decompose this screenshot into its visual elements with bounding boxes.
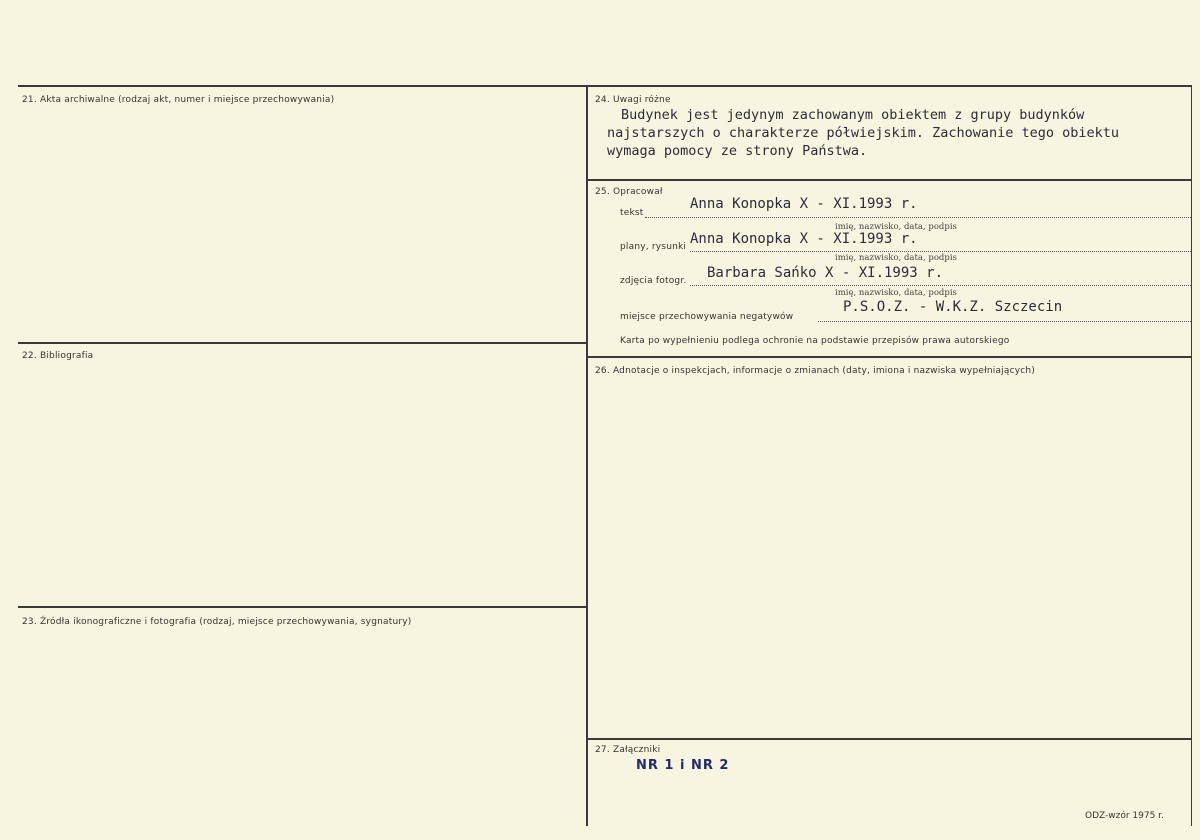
form-footer: ODZ-wzór 1975 r. (1085, 811, 1164, 821)
remarks-line-2: najstarszych o charakterze półwiejskim. Zachowanie tego obiektu (607, 125, 1120, 141)
right-border-line (1191, 86, 1192, 826)
divider-25-26 (588, 356, 1191, 358)
miejsce-dotted-line (818, 321, 1191, 322)
remarks-text (607, 106, 1192, 160)
top-border-line (18, 85, 1192, 87)
section-25-label: 25. Opracował (595, 187, 663, 197)
plany-label: plany, rysunki (620, 242, 687, 252)
remarks-line-1: Budynek jest jedynym zachowanym obiektem z grupy budynków (621, 107, 1085, 123)
tekst-label: tekst (620, 208, 644, 218)
section-23-label: 23. Źródła ikonograficzne i fotografia (rodzaj, miejsce przechowywania, sygnatury) (22, 617, 412, 627)
section-26-label: 26. Adnotacje o inspekcjach, informacje o zmianach (daty, imiona i nazwiska wypełniających) (595, 366, 1036, 376)
zdjecia-dotted-line (690, 285, 1191, 286)
miejsce-value: P.S.O.Z. - W.K.Z. Szczecin (843, 299, 1063, 315)
tekst-caption: imię, nazwisko, data, podpis (835, 222, 957, 232)
section-27-label: 27. Załączniki (595, 745, 661, 755)
zdjecia-caption: imię, nazwisko, data, podpis (835, 288, 957, 298)
zdjecia-value: Barbara Sańko X - XI.1993 r. (707, 265, 944, 281)
copyright-notice: Karta po wypełnieniu podlega ochronie na podstawie przepisów prawa autorskiego (620, 336, 1010, 346)
plany-dotted-line (690, 251, 1191, 252)
tekst-value: Anna Konopka X - XI.1993 r. (690, 196, 918, 212)
attachments-value: NR 1 i NR 2 (636, 758, 730, 773)
tekst-dotted-line (645, 217, 1191, 218)
plany-value: Anna Konopka X - XI.1993 r. (690, 231, 918, 247)
remarks-line-3: wymaga pomocy ze strony Państwa. (607, 143, 868, 159)
center-divider (586, 86, 588, 826)
section-24-label: 24. Uwagi różne (595, 95, 671, 105)
zdjecia-label: zdjęcia fotogr. (620, 276, 687, 286)
section-21-label: 21. Akta archiwalne (rodzaj akt, numer i miejsce przechowywania) (22, 95, 335, 105)
divider-26-27 (588, 738, 1191, 740)
divider-21-22 (18, 342, 586, 344)
divider-22-23 (18, 606, 586, 608)
miejsce-label: miejsce przechowywania negatywów (620, 312, 794, 322)
divider-24-25 (588, 179, 1191, 181)
plany-caption: imię, nazwisko, data, podpis (835, 253, 957, 263)
section-22-label: 22. Bibliografia (22, 351, 94, 361)
